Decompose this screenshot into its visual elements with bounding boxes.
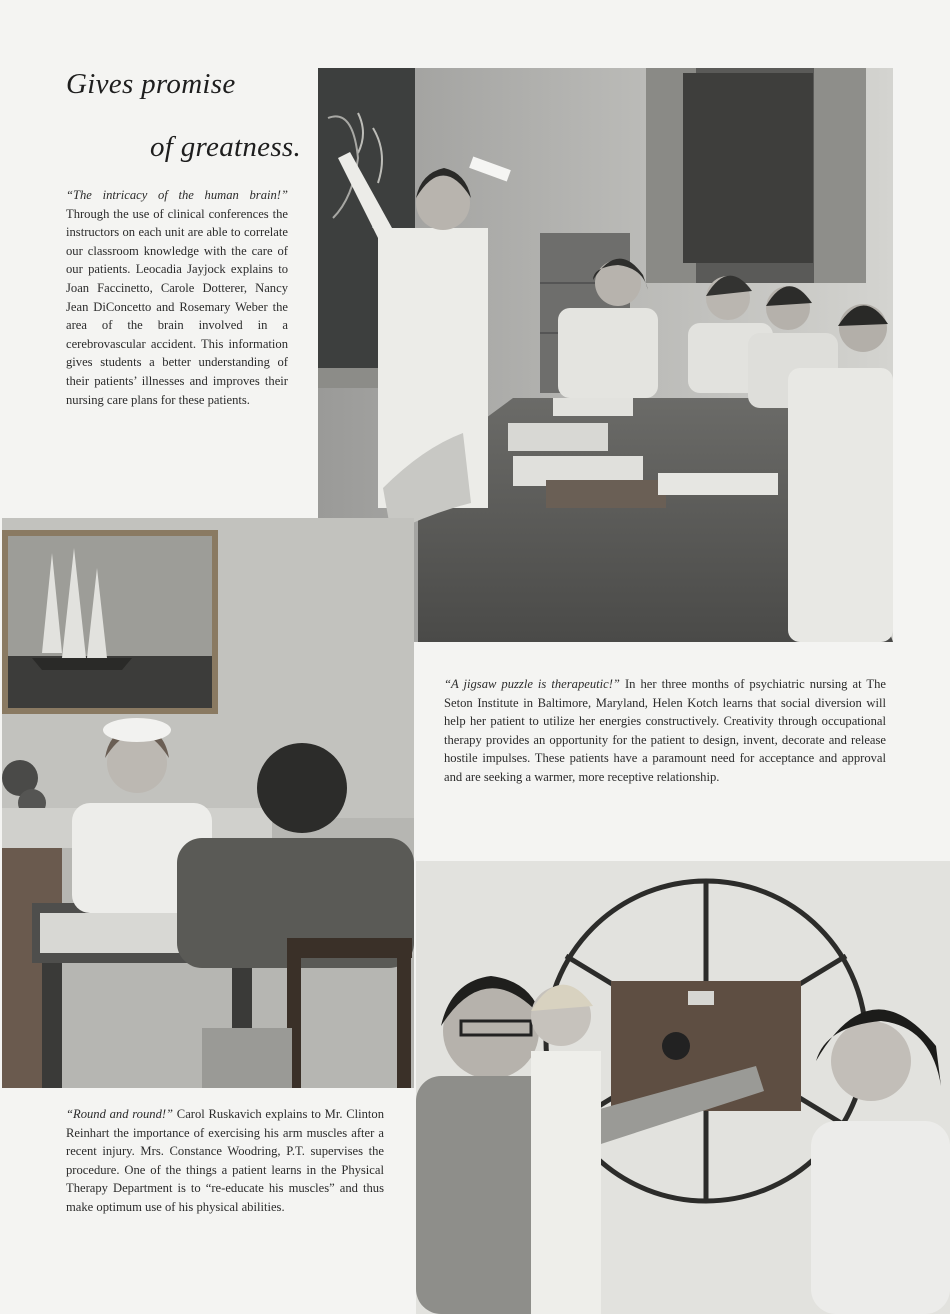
- caption-classroom: [66, 186, 288, 409]
- caption-wheel-body: Carol Ruskavich explains to Mr. Clinton Reinhart the importance of exercising his arm muscles after a recent injury. Mrs. Constance Woodring, P.T. supervises the procedure. One of the things a patient learns in the Physical Therapy Department is to “re-educate his muscles” and thus make optimum use of his physical abilities.: [66, 1107, 385, 1214]
- caption-jigsaw-body: In her three months of psychiatric nursing at The Seton Institute in Baltimore, Maryland, Helen Kotch learns that social diversion will help her patient to utilize her energies constructively. Creativity through occupational therapy provides an opportunity for the patient to design, invent, decorate and release hostile impulses. These patients have a paramount need for acceptance and approval and are seeking a warmer, more receptive relationship.: [444, 677, 886, 784]
- caption-jigsaw-quote: “A jigsaw puzzle is therapeutic!”: [444, 677, 620, 691]
- page-title-line-1: Gives promise: [66, 68, 236, 100]
- caption-wheel: [66, 1105, 384, 1217]
- wheel-photo: [416, 861, 950, 1314]
- caption-jigsaw: [444, 675, 886, 787]
- caption-classroom-body: Through the use of clinical conferences the instructors on each unit are able to correlate our classroom knowledge with the care of our patients. Leocadia Jayjock explains to Joan Faccinetto, Carole Dotterer, Nancy Jean DiConcetto and Rosemary Weber the area of the brain involved in a cerebrovascular accident. This information gives students a better understanding of their patients’ illnesses and improves their nursing care plans for these patients.: [66, 206, 288, 407]
- caption-wheel-quote: “Round and round!”: [66, 1107, 174, 1121]
- caption-classroom-quote: “The intricacy of the human brain!”: [66, 188, 288, 202]
- jigsaw-photo: [2, 518, 414, 1088]
- page-title-line-2: of greatness.: [150, 131, 302, 163]
